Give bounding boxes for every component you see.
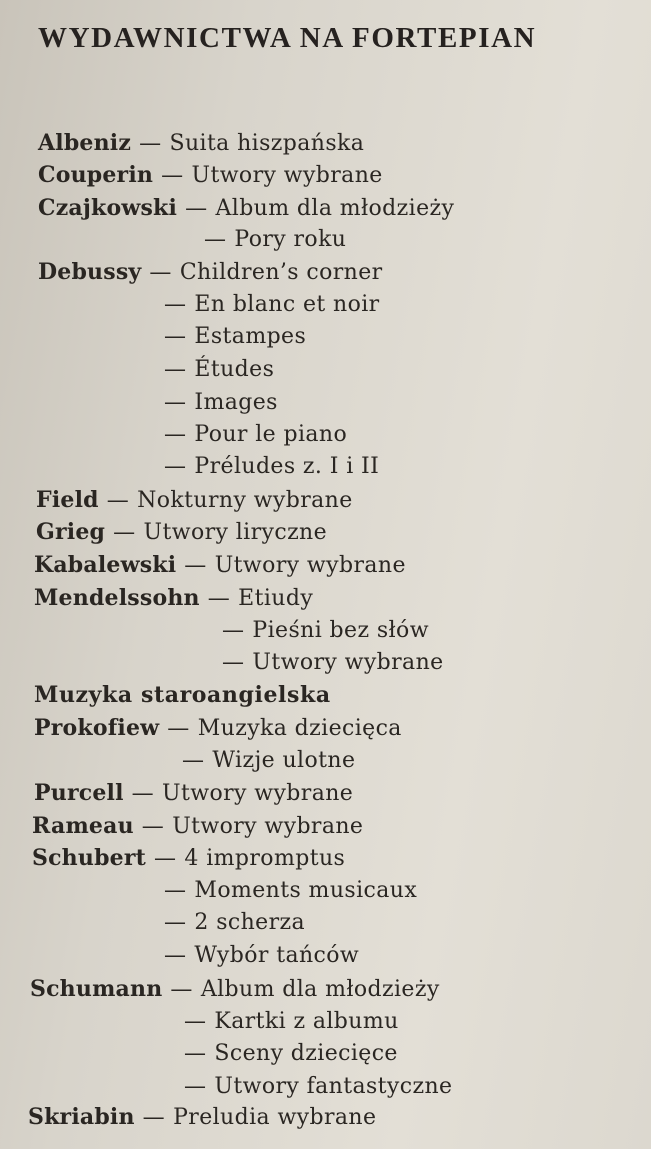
dash: —: [222, 650, 245, 675]
dash: —: [184, 1074, 207, 1099]
work-title: Nokturny wybrane: [137, 488, 353, 513]
composer-name: Muzyka staroangielska: [34, 682, 331, 708]
list-item: [38, 161, 383, 190]
work-title: Children’s corner: [179, 260, 383, 285]
work-title: Sceny dziecięce: [214, 1041, 398, 1066]
work-title: Préludes z. I i II: [194, 454, 380, 479]
list-item: [156, 291, 380, 319]
list-item: [34, 551, 406, 580]
dash: —: [204, 227, 227, 252]
work-title: 4 impromptus: [184, 846, 346, 871]
work-title: 2 scherza: [194, 910, 306, 935]
composer-name: Schubert: [32, 845, 147, 871]
dash: —: [164, 422, 187, 447]
list-item: [36, 486, 353, 515]
work-title: Utwory fantastyczne: [214, 1074, 453, 1099]
work-title: Utwory wybrane: [252, 650, 444, 675]
dash: —: [149, 260, 172, 285]
work-title: Utwory wybrane: [162, 781, 354, 806]
dash: —: [222, 618, 245, 643]
work-title: Études: [194, 357, 275, 382]
work-title: Album dla młodzieży: [215, 196, 455, 221]
work-title: Images: [194, 390, 278, 415]
list-item: [214, 617, 429, 645]
list-item: [176, 1040, 398, 1068]
list-item: [34, 681, 331, 710]
dash: —: [164, 878, 187, 903]
list-item: [28, 1103, 376, 1132]
work-title: Album dla młodzieży: [200, 977, 440, 1002]
composer-name: Kabalewski: [34, 552, 177, 578]
list-item: [176, 1008, 399, 1036]
work-title: Pieśni bez słów: [252, 618, 429, 643]
dash: —: [131, 781, 155, 806]
dash: —: [164, 943, 187, 968]
composer-name: Debussy: [38, 259, 142, 285]
list-item: [156, 877, 417, 905]
composer-name: Couperin: [38, 162, 154, 188]
work-title: Muzyka dziecięca: [197, 716, 402, 741]
dash: —: [184, 553, 207, 578]
work-title: Pour le piano: [194, 422, 348, 447]
dash: —: [141, 814, 165, 839]
work-title: Utwory wybrane: [214, 553, 406, 578]
work-title: Pory roku: [234, 227, 347, 252]
work-title: Etiudy: [238, 586, 314, 611]
list-item: [34, 779, 353, 808]
list-item: [38, 258, 383, 287]
dash: —: [185, 196, 208, 221]
work-title: Utwory wybrane: [172, 814, 364, 839]
dash: —: [184, 1041, 207, 1066]
composer-name: Prokofiew: [34, 715, 160, 741]
composer-name: Purcell: [34, 780, 124, 806]
list-item: [156, 942, 359, 970]
work-title: Utwory liryczne: [143, 520, 328, 545]
list-item: [156, 356, 274, 384]
work-title: Estampes: [194, 324, 307, 349]
dash: —: [184, 1009, 207, 1034]
list-item: [156, 323, 306, 351]
list-item: [30, 975, 440, 1004]
work-title: En blanc et noir: [194, 292, 380, 317]
composer-name: Mendelssohn: [34, 585, 200, 611]
dash: —: [182, 748, 205, 773]
dash: —: [164, 292, 187, 317]
dash: —: [161, 163, 184, 188]
dash: —: [142, 1105, 166, 1130]
list-item: [32, 844, 345, 873]
list-item: [174, 747, 355, 775]
list-item: [156, 421, 347, 449]
list-item: [38, 194, 454, 223]
list-item: [176, 1073, 452, 1101]
list-item: [34, 714, 402, 743]
dash: —: [164, 910, 187, 935]
dash: —: [170, 977, 193, 1002]
list-item: [214, 649, 444, 677]
work-title: Wybór tańców: [194, 943, 360, 968]
composer-name: Field: [36, 487, 99, 513]
work-title: Moments musicaux: [194, 878, 418, 903]
dash: —: [113, 520, 136, 545]
dash: —: [106, 488, 130, 513]
list-item: [32, 812, 363, 841]
dash: —: [164, 357, 187, 382]
dash: —: [139, 131, 162, 156]
dash: —: [207, 586, 231, 611]
list-item: [156, 909, 305, 937]
dash: —: [164, 324, 187, 349]
work-title: Utwory wybrane: [191, 163, 383, 188]
list-item: [38, 129, 364, 158]
dash: —: [164, 390, 187, 415]
work-title: Preludia wybrane: [173, 1105, 377, 1130]
list-item: [156, 453, 379, 481]
composer-name: Schumann: [30, 976, 163, 1002]
work-title: Kartki z albumu: [214, 1009, 399, 1034]
composer-name: Skriabin: [28, 1104, 135, 1130]
composer-name: Czajkowski: [38, 195, 178, 221]
work-title: Wizje ulotne: [212, 748, 356, 773]
composer-name: Albeniz: [38, 130, 132, 156]
dash: —: [154, 846, 177, 871]
work-title: Suita hiszpańska: [169, 131, 365, 156]
dash: —: [167, 716, 190, 741]
composer-name: Grieg: [36, 519, 106, 545]
list-item: [36, 518, 327, 547]
list-item: [196, 226, 346, 254]
list-item: [156, 389, 278, 417]
page-title: WYDAWNICTWA NA FORTEPIAN: [38, 22, 537, 54]
composer-name: Rameau: [32, 813, 134, 839]
dash: —: [164, 454, 187, 479]
list-item: [34, 584, 313, 613]
